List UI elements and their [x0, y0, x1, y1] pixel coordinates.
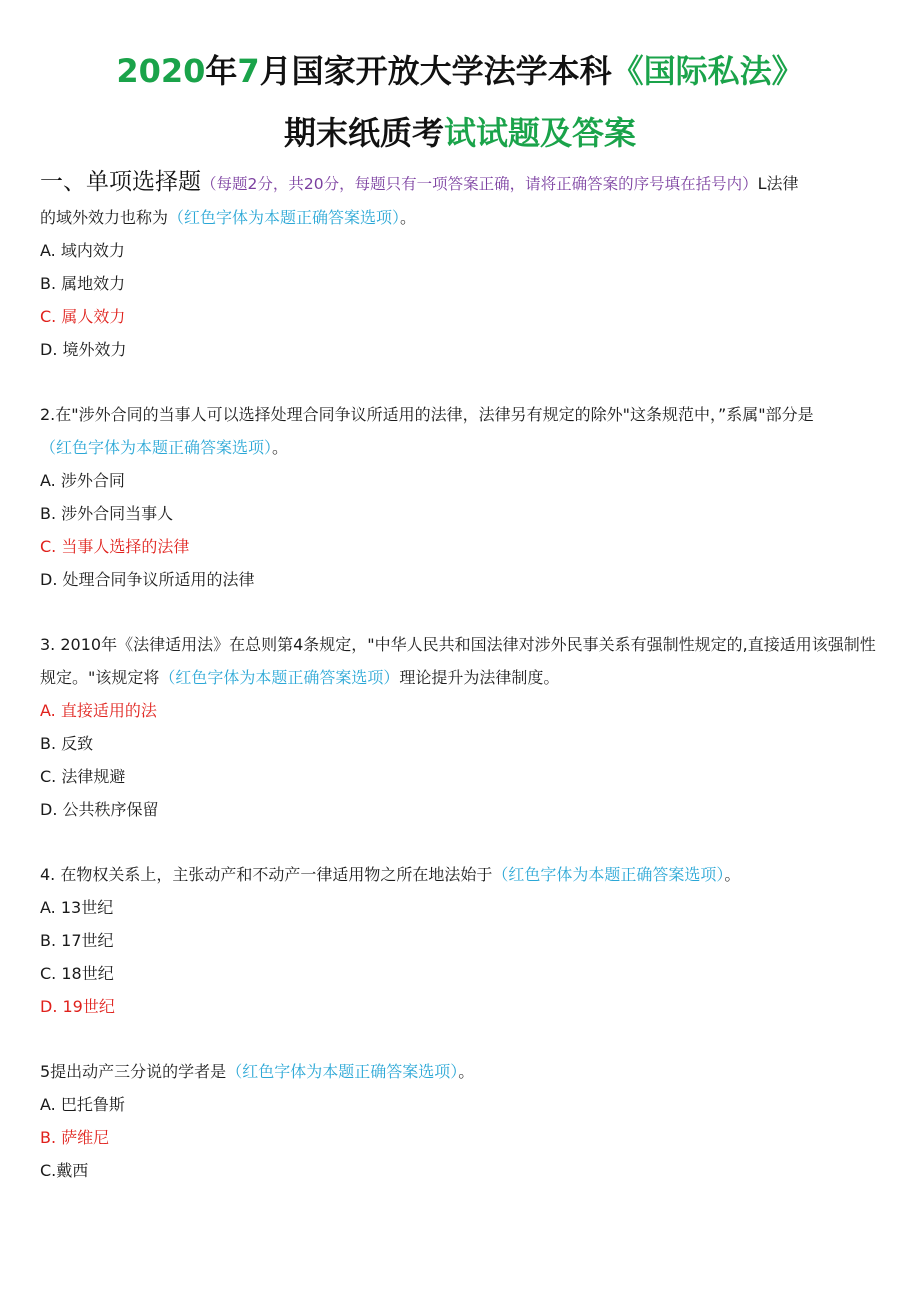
title-course: 《国际私法》 — [611, 52, 804, 90]
title-year: 2020 — [116, 52, 206, 90]
question-5-blank: （红色字体为本题正确答案选项） — [226, 1062, 459, 1081]
question-list — [40, 166, 885, 1187]
question-4-option-a: A. 13世纪 — [40, 898, 114, 917]
question-1 — [40, 166, 885, 234]
question-2-option-a: A. 涉外合同 — [40, 471, 125, 490]
question-5-end: 。 — [458, 1062, 475, 1081]
question-3-option-a-answer: A. 直接适用的法 — [40, 701, 157, 720]
question-5-option-a: A. 巴托鲁斯 — [40, 1095, 125, 1114]
question-4-end: 。 — [724, 865, 741, 884]
title-year-suffix: 年 — [205, 52, 238, 90]
question-2-end: 。 — [272, 438, 289, 457]
question-3-option-d: D. 公共秩序保留 — [40, 800, 159, 819]
question-3 — [40, 628, 885, 694]
question-1-option-b: B. 属地效力 — [40, 274, 126, 293]
question-4-text: 4. 在物权关系上，主张动产和不动产一律适用物之所在地法始于 — [40, 865, 493, 884]
question-2-blank: （红色字体为本题正确答案选项） — [40, 438, 273, 457]
question-1-end: 。 — [400, 208, 417, 227]
question-3-end: 理论提升为法律制度。 — [399, 668, 560, 687]
title-exam-type: 期末纸质考 — [283, 114, 444, 152]
spacer — [40, 596, 885, 628]
question-5 — [40, 1055, 885, 1088]
spacer — [40, 1023, 885, 1055]
question-3-blank: （红色字体为本题正确答案选项） — [159, 668, 400, 687]
question-1-option-d: D. 境外效力 — [40, 340, 127, 359]
title-institution: 月国家开放大学法学本科 — [259, 52, 612, 90]
question-4-blank: （红色字体为本题正确答案选项） — [492, 865, 725, 884]
question-3-text: 3. 2010年《法律适用法》在总则第4条规定，"中华人民共和国法律对涉外民事关系有强制性规定的,直接适用该强制性规定。"该规定将 — [40, 635, 876, 687]
title-suffix: 试试题及答案 — [444, 114, 637, 152]
question-1-text-b: 的域外效力也称为 — [40, 208, 169, 227]
question-2 — [40, 398, 885, 464]
question-4-option-d-answer: D. 19世纪 — [40, 997, 115, 1016]
question-2-text: 2.在"涉外合同的当事人可以选择处理合同争议所适用的法律，法律另有规定的除外"这条规范中，”系属"部分是 — [40, 405, 814, 424]
section-heading: 一、单项选择题 — [40, 169, 201, 195]
question-1-option-a: A. 域内效力 — [40, 241, 125, 260]
question-4 — [40, 858, 885, 891]
question-2-option-c-answer: C. 当事人选择的法律 — [40, 537, 190, 556]
question-4-option-c: C. 18世纪 — [40, 964, 114, 983]
title-line-2 — [0, 114, 920, 152]
spacer — [40, 366, 885, 398]
title-month: 7 — [237, 52, 260, 90]
question-5-option-b-answer: B. 萨维尼 — [40, 1128, 110, 1147]
section-note: （每题2分，共20分，每题只有一项答案正确，请将正确答案的序号填在括号内） — [201, 175, 758, 193]
question-3-option-b: B. 反致 — [40, 734, 94, 753]
question-4-option-b: B. 17世纪 — [40, 931, 114, 950]
question-2-option-d: D. 处理合同争议所适用的法律 — [40, 570, 255, 589]
spacer — [40, 826, 885, 858]
question-3-option-c: C. 法律规避 — [40, 767, 126, 786]
title-line-1 — [0, 52, 920, 90]
question-1-option-c-answer: C. 属人效力 — [40, 307, 126, 326]
question-1-blank: （红色字体为本题正确答案选项） — [168, 208, 401, 227]
question-5-text: 5提出动产三分说的学者是 — [40, 1062, 227, 1081]
question-5-option-c: C.戴西 — [40, 1161, 89, 1180]
question-1-text-a: L法律 — [757, 174, 799, 193]
question-2-option-b: B. 涉外合同当事人 — [40, 504, 174, 523]
